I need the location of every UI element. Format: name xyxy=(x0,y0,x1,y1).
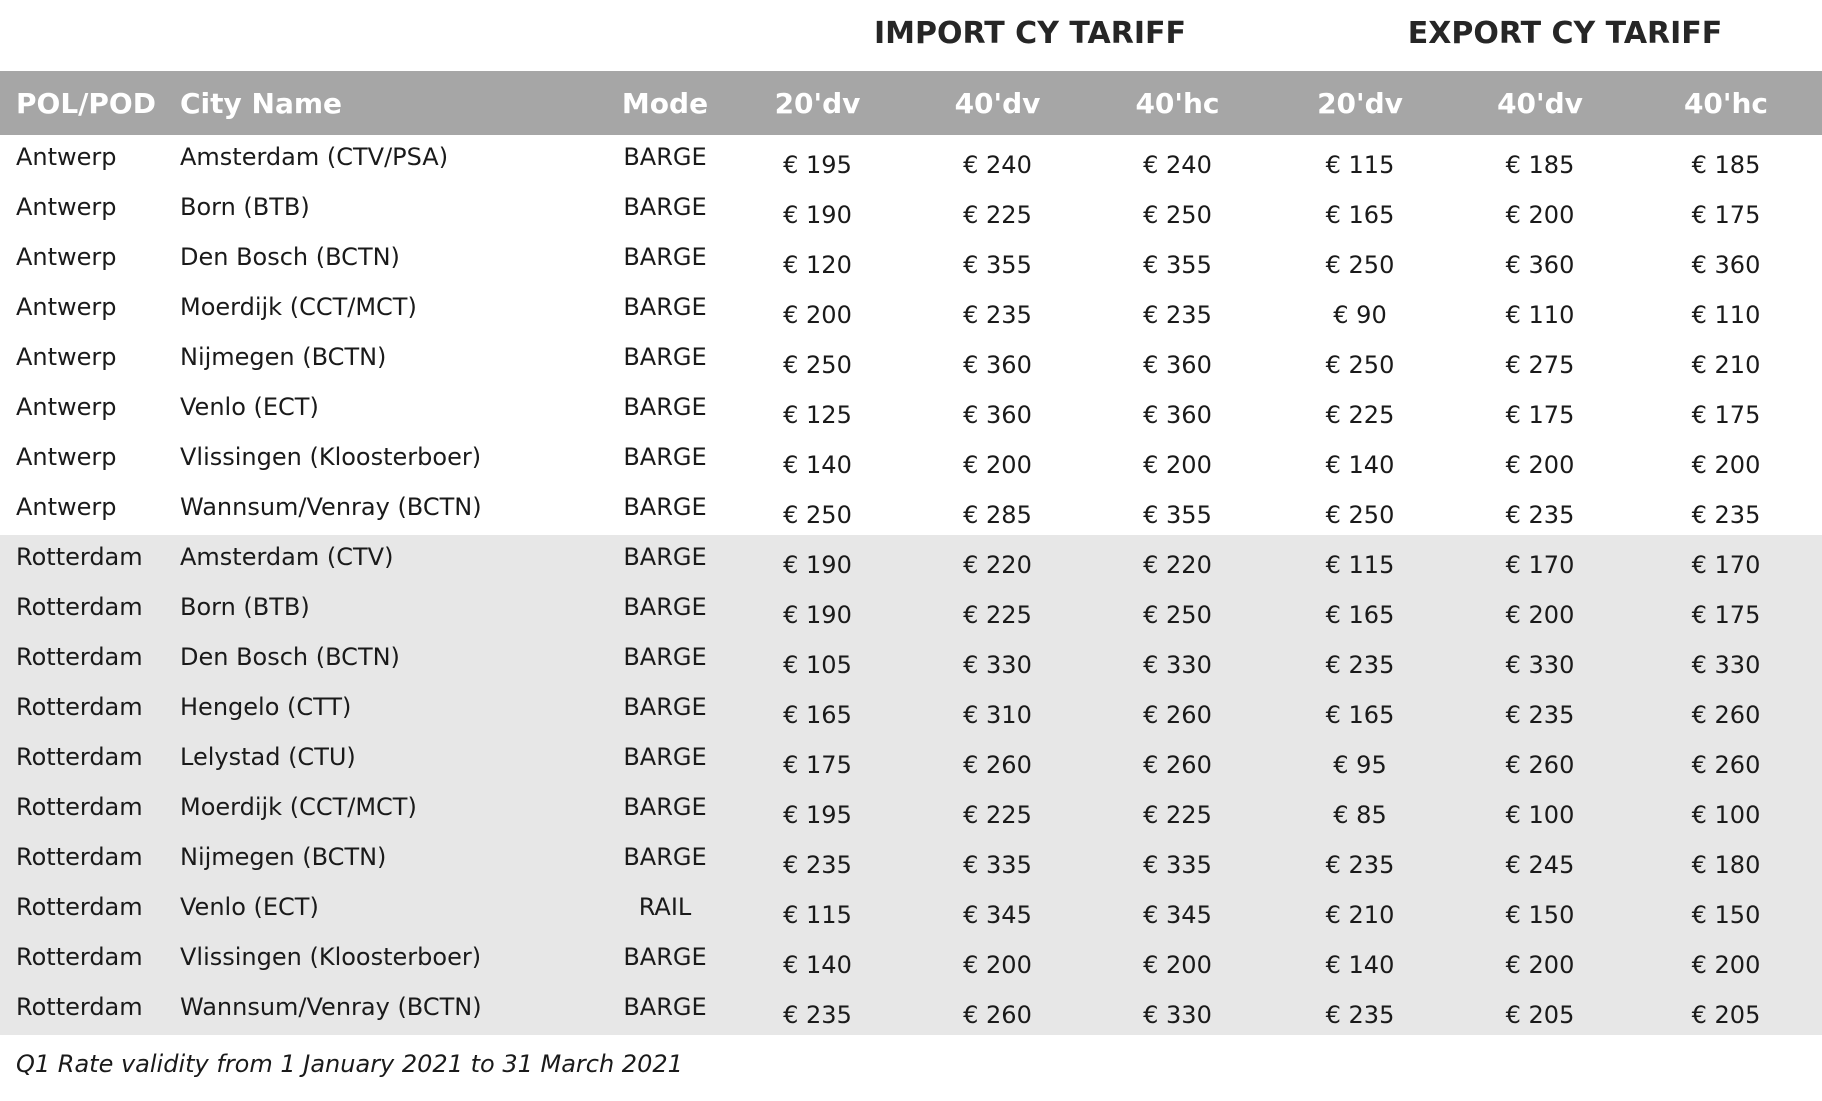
cell-import-40hc: € 355 xyxy=(1085,485,1270,535)
import-cy-tariff-heading: IMPORT CY TARIFF xyxy=(874,16,1186,51)
cell-export-20dv: € 115 xyxy=(1270,135,1450,185)
cell-import-20dv: € 190 xyxy=(725,185,910,235)
cell-import-20dv: € 140 xyxy=(725,935,910,985)
table-row xyxy=(0,585,1822,635)
cell-export-20dv: € 140 xyxy=(1270,935,1450,985)
table-row xyxy=(0,635,1822,685)
cell-export-40dv: € 150 xyxy=(1450,885,1630,935)
cell-pol-pod: Antwerp xyxy=(0,385,180,435)
cell-export-40dv: € 100 xyxy=(1450,785,1630,835)
cell-mode: BARGE xyxy=(605,235,725,285)
cell-export-20dv: € 250 xyxy=(1270,235,1450,285)
table-row xyxy=(0,435,1822,485)
group-header-bar xyxy=(0,0,1822,71)
cell-export-40dv: € 200 xyxy=(1450,185,1630,235)
cell-export-40hc: € 260 xyxy=(1630,735,1822,785)
cell-import-20dv: € 190 xyxy=(725,535,910,585)
table-row xyxy=(0,935,1822,985)
cell-export-40hc: € 260 xyxy=(1630,685,1822,735)
column-header-export-40hc: 40'hc xyxy=(1630,71,1822,135)
cell-pol-pod: Antwerp xyxy=(0,435,180,485)
cell-export-20dv: € 85 xyxy=(1270,785,1450,835)
cell-city-name: Venlo (ECT) xyxy=(180,385,605,435)
cell-export-40hc: € 150 xyxy=(1630,885,1822,935)
cell-import-40hc: € 240 xyxy=(1085,135,1270,185)
cell-export-20dv: € 115 xyxy=(1270,535,1450,585)
cell-pol-pod: Rotterdam xyxy=(0,785,180,835)
cell-import-20dv: € 195 xyxy=(725,135,910,185)
cell-mode: BARGE xyxy=(605,785,725,835)
cell-import-40dv: € 200 xyxy=(910,935,1085,985)
cell-import-40dv: € 335 xyxy=(910,835,1085,885)
cell-city-name: Den Bosch (BCTN) xyxy=(180,235,605,285)
cell-export-20dv: € 225 xyxy=(1270,385,1450,435)
cell-mode: BARGE xyxy=(605,135,725,185)
cell-export-40dv: € 330 xyxy=(1450,635,1630,685)
cell-export-40dv: € 235 xyxy=(1450,485,1630,535)
cell-import-40hc: € 235 xyxy=(1085,285,1270,335)
cell-export-40dv: € 260 xyxy=(1450,735,1630,785)
cell-pol-pod: Antwerp xyxy=(0,185,180,235)
column-header-mode: Mode xyxy=(605,71,725,135)
table-row xyxy=(0,335,1822,385)
cell-city-name: Vlissingen (Kloosterboer) xyxy=(180,435,605,485)
cell-mode: BARGE xyxy=(605,985,725,1035)
cell-import-40dv: € 260 xyxy=(910,735,1085,785)
cell-pol-pod: Rotterdam xyxy=(0,535,180,585)
cell-pol-pod: Rotterdam xyxy=(0,585,180,635)
table-row xyxy=(0,885,1822,935)
cell-export-40hc: € 360 xyxy=(1630,235,1822,285)
cell-import-40hc: € 335 xyxy=(1085,835,1270,885)
cell-import-40dv: € 225 xyxy=(910,585,1085,635)
cell-mode: BARGE xyxy=(605,585,725,635)
cell-import-40dv: € 355 xyxy=(910,235,1085,285)
table-row xyxy=(0,685,1822,735)
cell-pol-pod: Antwerp xyxy=(0,135,180,185)
cell-export-20dv: € 90 xyxy=(1270,285,1450,335)
cell-export-20dv: € 95 xyxy=(1270,735,1450,785)
cell-import-40dv: € 360 xyxy=(910,335,1085,385)
column-header-pol-pod: POL/POD xyxy=(0,71,180,135)
cell-export-40hc: € 210 xyxy=(1630,335,1822,385)
cell-export-40hc: € 110 xyxy=(1630,285,1822,335)
cell-city-name: Born (BTB) xyxy=(180,185,605,235)
cell-export-20dv: € 250 xyxy=(1270,485,1450,535)
cell-import-40hc: € 260 xyxy=(1085,735,1270,785)
cell-export-20dv: € 165 xyxy=(1270,185,1450,235)
cell-import-20dv: € 250 xyxy=(725,335,910,385)
cell-import-40hc: € 260 xyxy=(1085,685,1270,735)
cell-export-40hc: € 170 xyxy=(1630,535,1822,585)
cell-import-40dv: € 260 xyxy=(910,985,1085,1035)
tariff-table xyxy=(0,71,1822,1035)
table-row xyxy=(0,485,1822,535)
cell-export-40dv: € 110 xyxy=(1450,285,1630,335)
cell-mode: BARGE xyxy=(605,335,725,385)
cell-mode: BARGE xyxy=(605,735,725,785)
cell-export-40dv: € 200 xyxy=(1450,435,1630,485)
cell-mode: BARGE xyxy=(605,485,725,535)
cell-city-name: Moerdijk (CCT/MCT) xyxy=(180,785,605,835)
cell-export-40dv: € 185 xyxy=(1450,135,1630,185)
cell-import-20dv: € 195 xyxy=(725,785,910,835)
cell-import-40hc: € 345 xyxy=(1085,885,1270,935)
cell-import-20dv: € 200 xyxy=(725,285,910,335)
cell-export-40dv: € 275 xyxy=(1450,335,1630,385)
cell-export-20dv: € 235 xyxy=(1270,635,1450,685)
cell-mode: RAIL xyxy=(605,885,725,935)
table-body xyxy=(0,135,1822,1035)
cell-mode: BARGE xyxy=(605,535,725,585)
cell-export-20dv: € 165 xyxy=(1270,585,1450,635)
export-cy-tariff-heading: EXPORT CY TARIFF xyxy=(1407,16,1723,51)
cell-export-40hc: € 175 xyxy=(1630,385,1822,435)
cell-import-40dv: € 310 xyxy=(910,685,1085,735)
column-header-export-20dv: 20'dv xyxy=(1270,71,1450,135)
cell-import-20dv: € 250 xyxy=(725,485,910,535)
cell-export-40hc: € 185 xyxy=(1630,135,1822,185)
cell-pol-pod: Antwerp xyxy=(0,285,180,335)
cell-export-20dv: € 140 xyxy=(1270,435,1450,485)
column-header-import-20dv: 20'dv xyxy=(725,71,910,135)
cell-export-40hc: € 235 xyxy=(1630,485,1822,535)
cell-export-40hc: € 205 xyxy=(1630,985,1822,1035)
cell-import-20dv: € 235 xyxy=(725,835,910,885)
cell-pol-pod: Rotterdam xyxy=(0,685,180,735)
cell-import-40dv: € 345 xyxy=(910,885,1085,935)
cell-export-20dv: € 165 xyxy=(1270,685,1450,735)
cell-import-40dv: € 285 xyxy=(910,485,1085,535)
cell-import-20dv: € 105 xyxy=(725,635,910,685)
cell-export-40hc: € 200 xyxy=(1630,435,1822,485)
table-row xyxy=(0,835,1822,885)
table-row xyxy=(0,985,1822,1035)
cell-city-name: Venlo (ECT) xyxy=(180,885,605,935)
cell-import-40hc: € 330 xyxy=(1085,985,1270,1035)
cell-import-40hc: € 360 xyxy=(1085,335,1270,385)
cell-import-20dv: € 125 xyxy=(725,385,910,435)
cell-city-name: Moerdijk (CCT/MCT) xyxy=(180,285,605,335)
cell-export-40dv: € 200 xyxy=(1450,935,1630,985)
cell-export-40dv: € 175 xyxy=(1450,385,1630,435)
cell-import-40hc: € 200 xyxy=(1085,935,1270,985)
cell-pol-pod: Rotterdam xyxy=(0,735,180,785)
table-header-row xyxy=(0,71,1822,135)
cell-export-40hc: € 100 xyxy=(1630,785,1822,835)
cell-import-40dv: € 235 xyxy=(910,285,1085,335)
cell-mode: BARGE xyxy=(605,435,725,485)
cell-import-40dv: € 225 xyxy=(910,185,1085,235)
cell-export-40hc: € 175 xyxy=(1630,585,1822,635)
cell-pol-pod: Rotterdam xyxy=(0,985,180,1035)
cell-city-name: Born (BTB) xyxy=(180,585,605,635)
cell-city-name: Amsterdam (CTV/PSA) xyxy=(180,135,605,185)
cell-city-name: Wannsum/Venray (BCTN) xyxy=(180,985,605,1035)
cell-pol-pod: Rotterdam xyxy=(0,635,180,685)
table-row xyxy=(0,535,1822,585)
cell-export-40dv: € 360 xyxy=(1450,235,1630,285)
cell-import-40hc: € 225 xyxy=(1085,785,1270,835)
table-row xyxy=(0,285,1822,335)
cell-export-40dv: € 170 xyxy=(1450,535,1630,585)
cell-export-20dv: € 235 xyxy=(1270,985,1450,1035)
cell-export-40hc: € 180 xyxy=(1630,835,1822,885)
cell-import-40hc: € 250 xyxy=(1085,185,1270,235)
table-row xyxy=(0,785,1822,835)
cell-import-40hc: € 330 xyxy=(1085,635,1270,685)
table-row xyxy=(0,735,1822,785)
cell-export-20dv: € 250 xyxy=(1270,335,1450,385)
cell-city-name: Lelystad (CTU) xyxy=(180,735,605,785)
cell-import-40dv: € 200 xyxy=(910,435,1085,485)
cell-mode: BARGE xyxy=(605,185,725,235)
cell-import-40dv: € 240 xyxy=(910,135,1085,185)
cell-pol-pod: Antwerp xyxy=(0,235,180,285)
cell-city-name: Wannsum/Venray (BCTN) xyxy=(180,485,605,535)
column-header-export-40dv: 40'dv xyxy=(1450,71,1630,135)
cell-pol-pod: Antwerp xyxy=(0,335,180,385)
table-row xyxy=(0,235,1822,285)
cell-import-20dv: € 120 xyxy=(725,235,910,285)
cell-export-40dv: € 200 xyxy=(1450,585,1630,635)
cell-import-40dv: € 225 xyxy=(910,785,1085,835)
cell-pol-pod: Rotterdam xyxy=(0,885,180,935)
cell-export-20dv: € 235 xyxy=(1270,835,1450,885)
rate-validity-footnote: Q1 Rate validity from 1 January 2021 to 31 March 2021 xyxy=(16,1050,683,1078)
cell-import-20dv: € 175 xyxy=(725,735,910,785)
cell-city-name: Hengelo (CTT) xyxy=(180,685,605,735)
cell-export-40dv: € 205 xyxy=(1450,985,1630,1035)
column-header-import-40dv: 40'dv xyxy=(910,71,1085,135)
cell-mode: BARGE xyxy=(605,685,725,735)
cell-import-40hc: € 220 xyxy=(1085,535,1270,585)
column-header-city-name: City Name xyxy=(180,71,605,135)
cell-export-40dv: € 245 xyxy=(1450,835,1630,885)
cell-import-40dv: € 330 xyxy=(910,635,1085,685)
cell-city-name: Nijmegen (BCTN) xyxy=(180,335,605,385)
cell-city-name: Amsterdam (CTV) xyxy=(180,535,605,585)
cell-export-40dv: € 235 xyxy=(1450,685,1630,735)
cell-import-20dv: € 235 xyxy=(725,985,910,1035)
cell-import-40hc: € 200 xyxy=(1085,435,1270,485)
cell-import-40dv: € 360 xyxy=(910,385,1085,435)
cell-import-20dv: € 115 xyxy=(725,885,910,935)
cell-import-40hc: € 360 xyxy=(1085,385,1270,435)
cell-pol-pod: Rotterdam xyxy=(0,935,180,985)
cell-mode: BARGE xyxy=(605,285,725,335)
cell-mode: BARGE xyxy=(605,635,725,685)
table-row xyxy=(0,385,1822,435)
cell-import-40hc: € 250 xyxy=(1085,585,1270,635)
column-header-import-40hc: 40'hc xyxy=(1085,71,1270,135)
table-row xyxy=(0,135,1822,185)
cell-export-20dv: € 210 xyxy=(1270,885,1450,935)
cell-export-40hc: € 200 xyxy=(1630,935,1822,985)
cell-export-40hc: € 330 xyxy=(1630,635,1822,685)
cell-mode: BARGE xyxy=(605,835,725,885)
cell-city-name: Nijmegen (BCTN) xyxy=(180,835,605,885)
cell-pol-pod: Antwerp xyxy=(0,485,180,535)
cell-city-name: Den Bosch (BCTN) xyxy=(180,635,605,685)
cell-import-20dv: € 165 xyxy=(725,685,910,735)
cell-city-name: Vlissingen (Kloosterboer) xyxy=(180,935,605,985)
cell-import-40hc: € 355 xyxy=(1085,235,1270,285)
cell-import-20dv: € 190 xyxy=(725,585,910,635)
table-row xyxy=(0,185,1822,235)
cell-mode: BARGE xyxy=(605,935,725,985)
cell-import-20dv: € 140 xyxy=(725,435,910,485)
cell-import-40dv: € 220 xyxy=(910,535,1085,585)
cell-mode: BARGE xyxy=(605,385,725,435)
cell-export-40hc: € 175 xyxy=(1630,185,1822,235)
cell-pol-pod: Rotterdam xyxy=(0,835,180,885)
